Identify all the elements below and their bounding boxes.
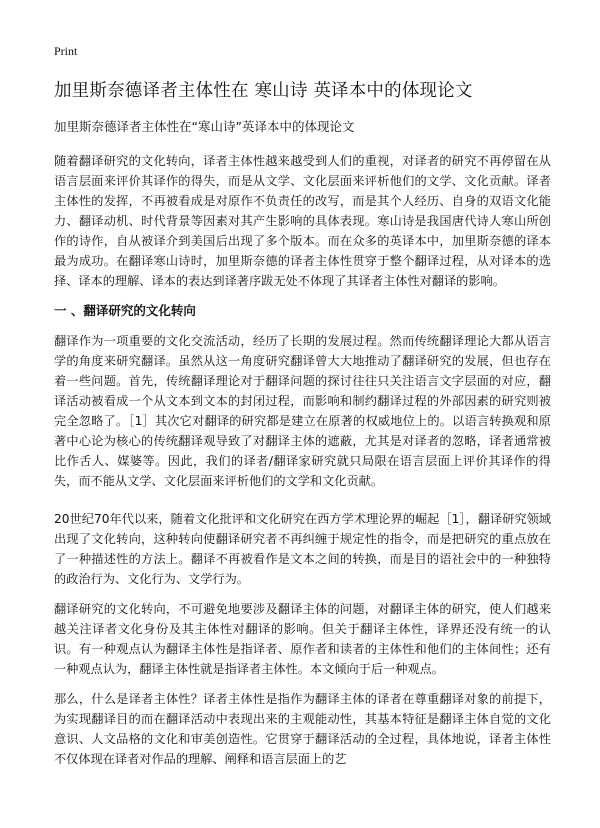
print-label: Print xyxy=(54,44,78,58)
body-paragraph-3: 翻译研究的文化转向，不可避免地要涉及翻译主体的问题，对翻译主体的研究，使人们越来越关注译者文化身份及其主体性对翻译的影响。但关于翻译主体性，译界还没有统一的认识。有一种观点认为翻译主体性是指译者、原作者和读者的主体性和他们的主体间性；还有一种观点认为，翻译主体性就是指译者主体性。本文倾向于后一种观点。 xyxy=(54,602,551,676)
document-title: 加里斯奈德译者主体性在 寒山诗 英译本中的体现论文 xyxy=(54,81,473,101)
body-paragraph-2: 20世纪70年代以来，随着文化批评和文化研究在西方学术理论界的崛起［1］，翻译研究领域出现了文化转向，这种转向使翻译研究者不再纠缠于规定性的指令，而是把研究的重点放在了一种描述性的方法上。翻译不再被看作是文本之间的转换，而是目的语社会中的一种独特的政治行为、文化行为、文学行为。 xyxy=(54,512,551,586)
body-paragraph-1: 翻译作为一项重要的文化交流活动，经历了长期的发展过程。然而传统翻译理论大都从语言学的角度来研究翻译。虽然从这一角度研究翻译曾大大地推动了翻译研究的发展，但也存在着一些问题。首先，传统翻译理论对于翻译问题的探讨往往只关注语言文字层面的对应，翻译活动被看成一个从文本到文本的封闭过程，而影响和制约翻译过程的外部因素的研究则被完全忽略了。［1］其次它对翻译的研究都是建立在原著的权威地位上的。以语言转换观和原著中心论为核心的传统翻译观导致了对翻译主体的遮蔽，尤其是对译者的忽略，译者通常被比作舌人、媒婆等。因此，我们的译者/翻译家研究就只局限在语言层面上评价其译作的得失，而不能从文学、文化层面来评析他们的文学和文化贡献。 xyxy=(54,334,551,488)
body-paragraph-4: 那么，什么是译者主体性？译者主体性是指作为翻译主体的译者在尊重翻译对象的前提下，为实现翻译目的而在翻译活动中表现出来的主观能动性，其基本特征是翻译主体自觉的文化意识、人文品格的文化和审美创造性。它贯穿于翻译活动的全过程，具体地说，译者主体性不仅体现在译者对作品的理解、阐释和语言层面上的艺 xyxy=(54,692,551,766)
intro-paragraph: 随着翻译研究的文化转向，译者主体性越来越受到人们的重视，对译者的研究不再停留在从语言层面来评价其译作的得失，而是从文学、文化层面来评析他们的文学、文化贡献。译者主体性的发挥，不再被看成是对原作不负责任的改写，而是其个人经历、自身的双语文化能力、翻译动机、时代背景等因素对其产生影响的具体表现。寒山诗是我国唐代诗人寒山所创作的诗作，自从被译介到美国后出现了多个版本。而在众多的英译本中，加里斯奈德的译本最为成功。在翻译寒山诗时，加里斯奈德的译者主体性贯穿于整个翻译过程，从对译本的选择、译本的理解、译本的表达到译著序跋无处不体现了其译者主体性对翻译的影响。 xyxy=(54,154,551,288)
document-subtitle: 加里斯奈德译者主体性在“寒山诗”英译本中的体现论文 xyxy=(54,119,355,134)
section-heading: 一 、翻译研究的文化转向 xyxy=(54,303,196,318)
